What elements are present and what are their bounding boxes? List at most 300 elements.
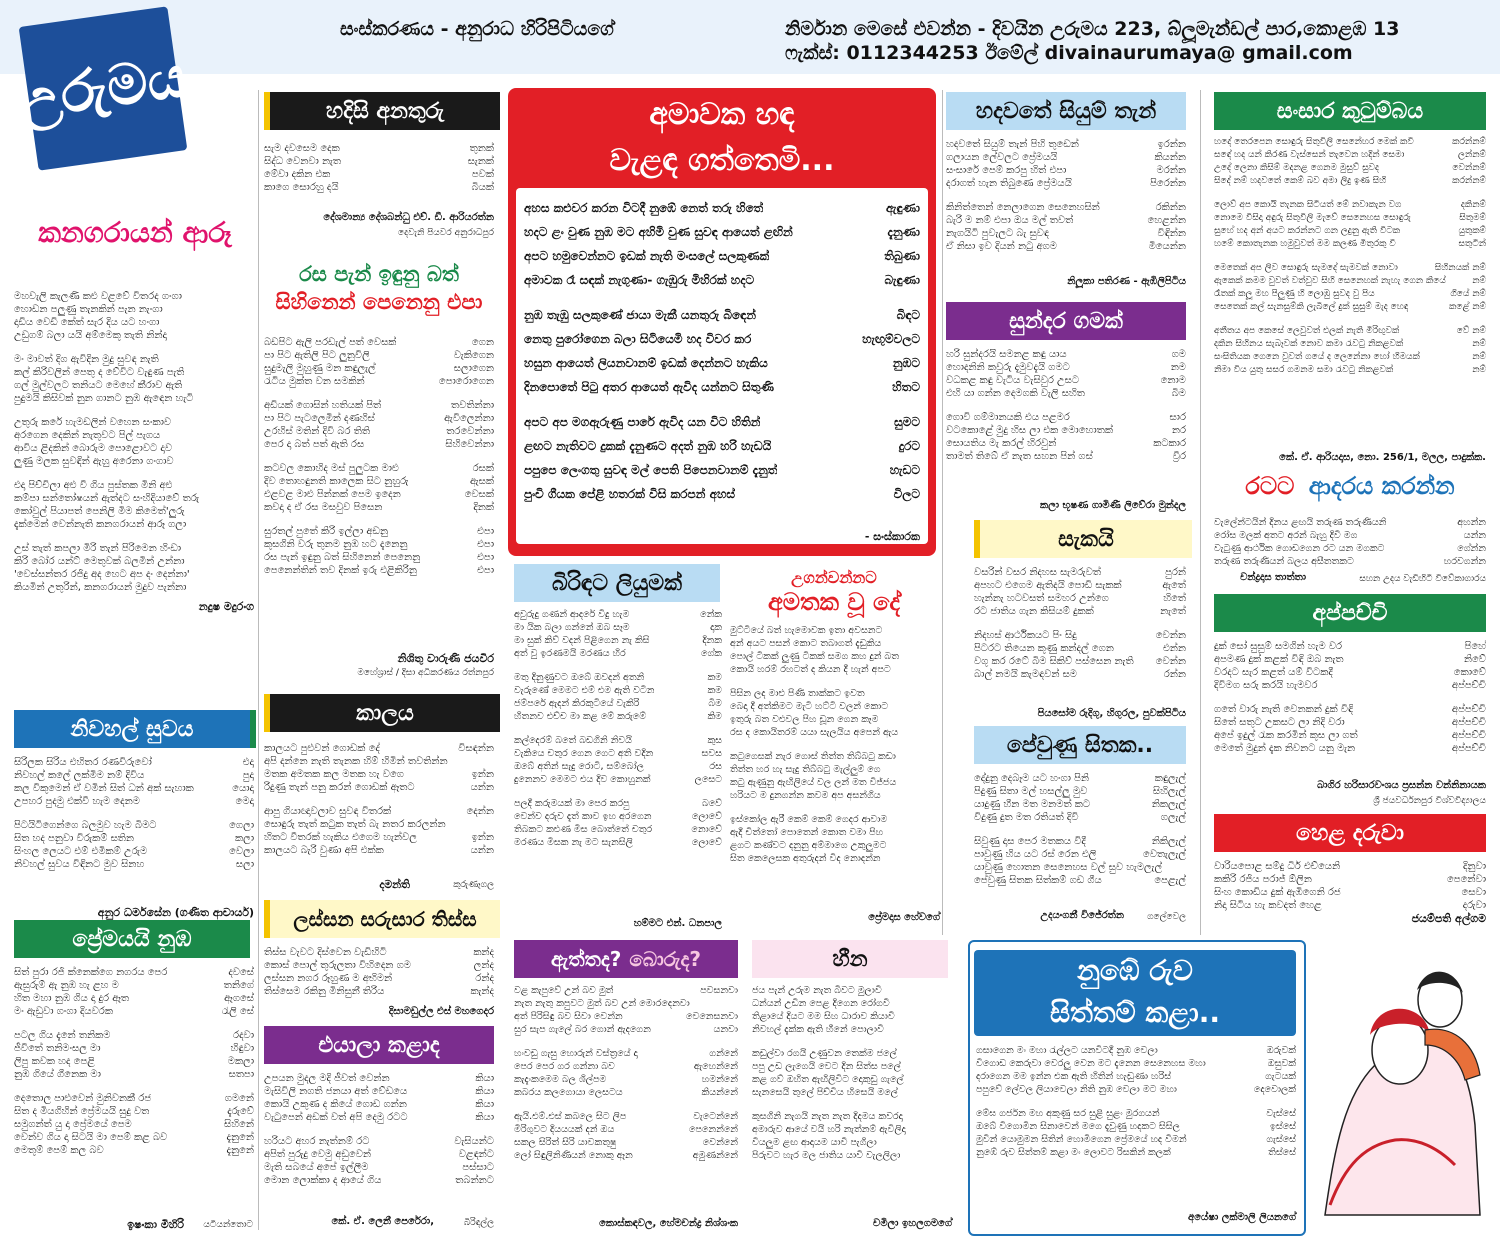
author-birindata: හම්මට එන්. ධනපාල	[633, 918, 722, 929]
line-end-word: කියන්නේ	[701, 1087, 738, 1098]
line-end-word: වෙතැලැල්	[1143, 849, 1186, 860]
poem-line	[752, 1023, 952, 1036]
line-text: හිත මහා නුඹ ගිය දා දුර ඈත	[14, 993, 129, 1004]
stanza-gap	[974, 618, 1186, 629]
line-end-word: තවතින්නා	[451, 400, 494, 411]
stanza-gap	[1214, 692, 1486, 703]
stanza-gap	[1214, 188, 1486, 199]
poem-line	[514, 1047, 738, 1060]
line-end-word: විඳින්න	[1157, 228, 1186, 239]
line-end-word: විලට	[893, 487, 920, 501]
poem-line	[14, 832, 254, 845]
line-end-word: නම්	[1472, 352, 1486, 362]
line-text: ඇයි.එම්.එස් කබලෙ සිට ලිප	[514, 1111, 627, 1122]
stanza-gap	[14, 808, 254, 819]
line-text: ඔබේ අතින් සැදු රොටි, සම්බෝල	[514, 761, 644, 772]
featured-poem-title	[508, 92, 936, 184]
line-text: පෙනෙන්තින් තව දිනක් ඉරු එළිකිරිනු	[264, 565, 417, 576]
line-text: හංවඩු ගැසු හොරුන් වස්ත්‍රයේ දා	[514, 1048, 638, 1059]
poem-line	[1214, 886, 1486, 899]
section-header-sansara: සංසාර කුටුම්බය	[1214, 92, 1486, 130]
poem-title-ugan-2: අමතක වූ දේ	[768, 588, 900, 616]
line-end-word: වෙලා	[229, 846, 254, 857]
line-text: කොයි හරම් රහටත් ද කියන දී හැන් අපට	[730, 664, 891, 675]
stanza-gap	[14, 468, 254, 479]
poem-line	[976, 1070, 1296, 1083]
line-end-word: තුනක්	[469, 143, 494, 154]
line-text: රෑතක් කලූ මහ පිලුණු හි ලොඹු සුවද වු පිය	[1214, 289, 1375, 299]
line-end-word: පෙනෙන්නේ	[689, 1124, 738, 1135]
poem-line	[264, 412, 494, 425]
line-text: නෙතු පුරෝගෙන බලා සිටියෙමි හද විවර කර	[524, 332, 752, 346]
line-end-word: කම	[707, 672, 722, 683]
poem-line	[974, 861, 1186, 874]
poem-line	[752, 1060, 952, 1073]
line-text: එදා පිච්චිලා අළු වී ගිය පුස්තක මිනි අළු	[14, 480, 173, 491]
stanza-gap	[264, 1124, 494, 1135]
line-text: තිළායේ දියට මම සිහ ධාරාව කියාවී	[752, 1011, 895, 1022]
line-text: ඒ නිසා ඉව දියන් නටු අගම	[946, 241, 1057, 252]
poem-line	[946, 177, 1186, 190]
line-text: මෙතුම් පෙම් කල බව	[14, 1145, 104, 1156]
poem-line	[264, 142, 494, 155]
line-end-word: ගේක	[701, 648, 722, 659]
line-text: හමේ කොතැනක හමුවුවත් මම කලණ මිතුරකු වී	[1214, 239, 1396, 249]
line-text: පපුවේ ලේවල ලියාවෙලා නිති නුඹ වෙලා මට මහා	[976, 1084, 1177, 1095]
line-end-word: නිකලැල්	[1151, 799, 1186, 810]
poem-sundara	[946, 348, 1186, 463]
line-end-word: සිහිලැල්	[1152, 786, 1186, 797]
line-end-word: රන්න	[1163, 669, 1186, 680]
line-text: රිදුණු තැන් පනු කරන් ගොඩක් ඈතට	[264, 782, 415, 793]
line-text: නුඹ ගියේ ගීනෙක මා	[14, 1069, 101, 1080]
line-end-word: යන්න	[470, 845, 494, 856]
line-text: පලදී කරුමයක් මා පෙර කරපු	[514, 798, 630, 809]
section-header-birindata: බිරිඳට ලියුමක්	[514, 564, 720, 602]
line-text: කිරි බෝර යන්ට් මෙතුවක් බලමින් උන්නා	[14, 556, 185, 567]
poem-line	[514, 734, 722, 747]
poem-line	[14, 769, 254, 782]
stanza-gap	[524, 292, 920, 303]
line-text: මා සුක් කිව් වදන් පිළිගෙන නැ කිසි	[514, 635, 650, 646]
line-text: කටවල කොහිද මස් පුලුටක මාළු	[264, 463, 399, 474]
line-text: ලොව් අප කොයි තැනක සිටියත් මේ නවාකැන වග	[1214, 200, 1402, 210]
line-text: නිදහස් ආර්ථිකයට පිං සිදු	[974, 630, 1077, 641]
author-sansara: කේ. ඒ. ආරියදාස, නො. 256/1, මලල, පාදුක්ක.	[1279, 452, 1486, 463]
line-text: දිවිමග සරු කරයි හැමවර	[1214, 680, 1318, 691]
line-text: හරි සුන්දරයි සමනළ කඳු යාය	[946, 349, 1067, 360]
line-text: වරදට සැර කළත් යම් විටකදී	[1214, 667, 1333, 678]
line-end-word: පවක්	[471, 169, 494, 180]
line-end-word: ගමනේ	[224, 1093, 254, 1104]
place-eyala: බිරිඳල්ල	[463, 1218, 494, 1228]
line-end-word: රදවා	[233, 1030, 254, 1041]
line-text: අවුරුදු ගණන් ආදරේ විදු හැම	[514, 609, 630, 620]
poem-line	[752, 1047, 952, 1060]
line-text: ළගට කණ්වට දනුනු අම්මාගෙ උකුලුමට	[730, 840, 887, 851]
line-text: ගතේ වාරු නැති වෙනකන් දුක් විඳි	[1214, 704, 1354, 715]
section-header-kalaya: කාලය	[264, 694, 500, 732]
poem-line	[752, 1149, 952, 1162]
line-text: කකිරි රජිය පරාජ් ඕලින	[1214, 874, 1312, 885]
line-text: සොයතිය මැ කරල් හිරවුන්	[946, 438, 1057, 449]
poem-line	[264, 375, 494, 388]
section-header-sakayi: සැකයි	[974, 520, 1192, 558]
poem-line	[974, 874, 1186, 887]
poem-line	[974, 798, 1186, 811]
poem-title-ratata	[1214, 472, 1486, 500]
stanza-gap	[514, 786, 722, 797]
poem-line	[974, 629, 1186, 642]
line-text: එහි යා ගන්න දෙමගකි වැලි සහිත	[946, 388, 1085, 399]
poem-line	[264, 538, 494, 551]
line-end-word: එපා	[477, 526, 494, 537]
poem-line	[524, 458, 920, 482]
poem-hadawathe	[946, 138, 1186, 253]
poem-line	[976, 1146, 1296, 1159]
line-end-word: හෙළන්න	[1147, 215, 1186, 226]
poem-line	[14, 303, 254, 316]
line-text: විදුණු දුත මත රතියත් දිවි	[974, 812, 1079, 823]
line-end-word: කියන්න	[1154, 152, 1186, 163]
line-end-word: කොවේ	[1453, 667, 1486, 678]
poem-line	[1214, 288, 1486, 301]
line-text: මොන ලොක්කා ද ආයේ ගිය	[264, 1175, 382, 1186]
poem-line	[730, 700, 940, 713]
line-text: සිරිලක සිරිය එහිතර රණවිරුවෝ	[14, 757, 152, 768]
line-text: සිත හද පනුවා විරුකම් සතින	[14, 833, 134, 844]
poem-line	[730, 687, 940, 700]
line-text: මං ඇඩුවා ගංගා දියවරක	[14, 1006, 113, 1017]
poem-line	[264, 959, 494, 972]
line-text: සිදේ නම් හදවතේ කෙම් බව අමා ලිදු ඉණ සිහි	[1214, 176, 1387, 186]
line-end-word: සැනක්	[467, 156, 494, 167]
line-end-word: ඉස්සේ	[1269, 1121, 1296, 1132]
line-text: උදේ ලෙනා කිසිම් මදනළ ගෙනම මුසුව් සුවද	[1214, 163, 1380, 173]
poem-line	[514, 634, 722, 647]
poem-line	[14, 992, 254, 1005]
poem-line	[14, 581, 254, 594]
line-text: මෙතේ මුදුන් දැක නිවනට යනු මැන	[1214, 743, 1356, 754]
line-end-word: අප්පච්චි	[1451, 717, 1486, 728]
line-text: හරියට අහර නැත්නම් රට	[264, 1136, 370, 1147]
poem-kanagarayan	[14, 290, 254, 594]
line-text: මරණය මිසක නැ මට සැනසිලි	[514, 837, 633, 848]
line-end-word: සිහිවෙන්නා	[445, 439, 494, 450]
line-end-word: මියෙන්න	[1148, 241, 1186, 252]
line-end-word: සෙවා	[1461, 887, 1486, 898]
author-rasa-pan: නිශිතු වාරුණි ජයවීර	[397, 652, 494, 665]
line-text: දැක්මෙන් වෙන්නැති කනගරායන් ආරූ ගලා	[14, 519, 187, 530]
line-end-word: පෙනේවා	[1447, 874, 1486, 885]
line-end-word: පුරන්	[1165, 567, 1186, 578]
line-end-word: අප්පච්චි	[1451, 743, 1486, 754]
place-rasa-pan: මහේශ්‍රාස් / දිසා අධිකරණය රත්නපුර	[357, 668, 494, 678]
line-end-word: සතුටින්	[1458, 239, 1486, 249]
section-header-hadawathe: හදවතේ සියුම් තැන්	[946, 92, 1186, 130]
featured-poem-author: - සංස්කාරක	[864, 530, 920, 543]
line-text: පෙර පෙර ගර ගන්නා බව	[514, 1061, 615, 1072]
line-text: මැති සබයේ අපේ ඉල්ලීම	[264, 1162, 369, 1173]
line-text: කාලයට පුළුවන් ගොඩක් දේ	[264, 743, 380, 754]
line-text: සෙතෙක් කල් සැනසුම්කි ලැබිලේ දුක් සුසුම් මැද හෙඳ	[1214, 302, 1409, 312]
poem-line	[264, 462, 494, 475]
line-end-word: දරුවා	[1462, 900, 1486, 911]
line-end-word: අමුණන්නේ	[692, 1150, 738, 1161]
line-end-word: මරන්න	[1156, 165, 1186, 176]
line-text: පෙර දා බත් පත් ඇති රස	[264, 439, 365, 450]
line-text: හදට ළං වුණ නුඹ මට අහිමි වුණ සුවඳ ආයෙත් ළඟින්	[524, 225, 793, 239]
line-text: නිවහල් දැක්ක ඇති හීනේ පොලාවී	[752, 1024, 884, 1035]
line-end-word: වැසියන්ට	[454, 1136, 494, 1147]
author-ugan: ප්‍රේමදාස හේවගේ	[868, 912, 940, 923]
poem-line	[974, 835, 1186, 848]
line-text: මුට්ටියේ බත් හැමොවක ඉතා අවසනට	[730, 625, 883, 636]
poem-line	[524, 268, 920, 292]
line-text: මෙතෙක් අප ලිව සොඳුරු සැමදේ සැමවක් නොවා	[1214, 263, 1398, 273]
line-text: විගොඩ කෙරුවා වෙරලු වෙන මට දැනෙන සෙනෙහස මහා	[976, 1058, 1206, 1069]
line-text: හදවතේ සියුම් තැන් පිහි තුඩෙන්	[946, 139, 1079, 150]
line-end-word: පස්සාට	[462, 1162, 494, 1173]
line-end-word: නම්	[1472, 339, 1486, 349]
stanza-gap	[1214, 251, 1486, 262]
stanza-gap	[730, 802, 940, 813]
line-text: හසුන ආයෙත් ලියනවානම් ඉඩක් දෙන්නට හැකිය	[524, 356, 768, 370]
poem-line	[264, 349, 494, 362]
line-end-word: විසඳන්න	[458, 743, 494, 754]
line-text: හිතට වීතරක් හැකිය එගෙම හැන්වල	[264, 832, 417, 843]
line-text: නිවහල් කලේ ලක්මිම නම් දිවිය	[14, 770, 145, 781]
author-hadisi: දේශමාන්‍ය දේශබන්ධු එච්. ඩී. ආරියරත්න	[323, 212, 494, 223]
ratata-word: රටට	[1245, 472, 1295, 500]
adaraya-words: ආදරය කරන්න	[1308, 472, 1455, 500]
poem-ratata	[1214, 516, 1486, 568]
poem-line	[14, 455, 254, 468]
poem-line	[1214, 873, 1486, 886]
line-text: වැලේන්ටයින් දිනය ළඟයි තරුණ තරුණියනි	[1214, 517, 1387, 528]
line-end-word: දිනක	[702, 635, 722, 646]
line-text: රට ජාතිය ගැන කිසියම් දුකක්	[974, 606, 1094, 617]
line-end-word: යොදා	[232, 783, 254, 794]
line-end-word: මකලා	[227, 1056, 254, 1067]
poem-premayayi	[14, 966, 254, 1157]
poem-kalaya	[264, 742, 494, 857]
line-text: කොයි උකුණ ද කියේ ගොඩ ගන්න	[264, 1099, 407, 1110]
line-text: අපි දන්නෙ නැති තැනක හිම් හිමින් තවතින්න	[264, 756, 448, 767]
poem-line	[1214, 225, 1486, 238]
stanza-gap	[976, 1096, 1296, 1107]
line-end-word: ඔරුවක්	[1266, 1045, 1296, 1056]
line-text: සිවුණු දාස පෙර මතකය විදී	[974, 836, 1086, 847]
poem-line	[730, 637, 940, 650]
poem-line	[730, 650, 940, 663]
line-end-word: ඉරන්න	[1157, 139, 1186, 150]
poem-line	[14, 1118, 254, 1131]
line-end-word: ඈගසේ	[224, 993, 254, 1004]
line-text: සැනසෙයි තුලේ පිච්චිය හිසෙයි මලේ	[752, 1087, 898, 1098]
line-text: සුරතල් පුතේ කිරි ඉල්ලා අඩනු	[264, 526, 389, 537]
line-end-word: එදා	[242, 757, 254, 768]
stanza-gap	[974, 824, 1186, 835]
line-end-word: යුතුකම්	[1458, 226, 1486, 236]
poem-line	[264, 805, 494, 818]
poem-line	[14, 1068, 254, 1081]
line-text: මා යික බලා ගන්නේ ඔබ සෑම	[514, 622, 630, 633]
line-end-word: වළඳන්ට	[458, 1149, 494, 1160]
line-text: කෝවුල් පියාපත් පෙනිලි මිම කිමෙත්'ලුරු	[14, 506, 185, 517]
line-end-word: ගම	[1171, 349, 1186, 360]
poem-line	[14, 845, 254, 858]
line-text: සුදුමැලි මුහුණු මන කඳුලැල්	[264, 363, 376, 374]
poem-line	[1214, 716, 1486, 729]
poem-line	[946, 450, 1186, 463]
editor-credit: සංස්කරණය - අනුරාධ හිරිපිටියගේ	[340, 18, 614, 40]
poem-title-rasa-pan: රස පැන් ඉඳුනු බත්	[299, 262, 459, 286]
line-end-word: හරවගන්න	[1443, 556, 1486, 567]
poem-rasa-pan	[264, 336, 494, 577]
line-end-word: රස	[709, 761, 722, 772]
poem-line	[264, 425, 494, 438]
poem-line	[946, 361, 1186, 374]
poem-title-kanagarayan: කනගරායන් ආරූ	[38, 216, 232, 249]
poem-line	[974, 566, 1186, 579]
line-text: කළ ගව් ඔහිත ඇඟිලිවිට දොකුඩු ගැලේ	[752, 1074, 904, 1085]
poem-line	[264, 475, 494, 488]
line-text: නුඹ තැඹු සලකුණේ ජායා මැකී යනතුරු බිඳෙන්	[524, 308, 756, 322]
poem-line	[14, 479, 254, 492]
line-text: දරාගෙන මම ඉන්න එක ඇති හිතින් හැඬුණා හරිස්	[976, 1071, 1172, 1082]
line-end-word: පිහේ	[1464, 641, 1486, 652]
poem-line	[264, 1148, 494, 1161]
line-text: උරහිස් මතින් දිවි බර තිති	[264, 426, 370, 437]
poem-line	[14, 979, 254, 992]
poem-line	[14, 1131, 254, 1144]
author-premayayi: ඉෂංකා මිහිරි	[127, 1218, 184, 1231]
poem-line	[946, 138, 1186, 151]
line-end-word: නම්	[1472, 276, 1486, 286]
line-text: පපුපෙ ලෙංගතු සුවඳ මල් පෙති පිපෙනවානම් දැනුත්	[524, 463, 778, 477]
poem-aththada	[514, 984, 738, 1162]
poem-line	[14, 782, 254, 795]
poem-line	[14, 366, 254, 379]
line-end-word: ලන්ද	[473, 960, 494, 971]
poem-line	[264, 972, 494, 985]
poem-line	[514, 997, 738, 1010]
author-eyala: කේ. ඒ. ලෙනී පෙරේරා,	[331, 1216, 434, 1227]
poem-line	[752, 1086, 952, 1099]
line-text: අපිත් පුරුදු වෙමු අඩුවෙන්	[264, 1149, 372, 1160]
line-end-word: තිස්සේ	[1268, 1147, 1296, 1158]
poem-line	[514, 710, 722, 723]
line-text: බඩපිට ඇලි පරඩැල් පත් වෙසක්	[264, 337, 397, 348]
line-text: ඇදී චිත්තෝ පොතෙන් කොත වමා පිහ	[730, 827, 884, 838]
place-appachchi: ශ්‍රී ජයවර්ධනපුර විශ්වවිද්‍යාලය	[1373, 796, 1486, 806]
line-text: හිතනව එච්ච මා කළ මේ කරුමේ	[514, 711, 647, 722]
author-sundara: කලා භූෂණ ගාමිණී ලිවේරා මුන්දල	[1039, 500, 1186, 511]
line-text: මතු දිනුණුවට ඔබේ ඔවදන් අතනි	[514, 672, 645, 683]
line-text: කුසගිනි නැගයි නැත නැත දිදමය කවරදා	[752, 1111, 903, 1122]
line-end-word: ගන්නේ	[709, 1048, 738, 1059]
line-end-word: කැන්ද	[470, 986, 494, 997]
line-text: කම්පා සන්තෝෂයන් ඇත්දට සංහිදියාවේ තරු	[14, 493, 200, 504]
poem-line	[264, 768, 494, 781]
line-text: මුවින් යොමුමන සිතින් හොමිගෙන ප්‍රේමයේ හද වීමන්	[976, 1134, 1187, 1145]
poem-line	[264, 1111, 494, 1124]
section-header-niwahal: නිවහල් සුවය	[14, 710, 256, 748]
line-end-word: කළේ නම්	[1449, 302, 1486, 312]
author-kalaya: දමන්ති	[379, 878, 410, 891]
poem-line	[1214, 899, 1486, 912]
poem-appachchi	[1214, 640, 1486, 755]
bottom-title-line2: සිත්තම් කළා..	[1049, 996, 1221, 1029]
line-text: මිරිගුවට දියයයක් දන් ඔය	[514, 1124, 615, 1135]
line-text: තරුණ තරුණියන් බලය අසීතතකට	[1214, 556, 1354, 567]
stanza-gap	[264, 794, 494, 805]
poem-line	[524, 351, 920, 375]
line-end-word: දවසේ	[228, 967, 254, 978]
poem-line	[14, 1005, 254, 1018]
column-divider	[258, 90, 259, 1230]
poem-line	[974, 772, 1186, 785]
poem-line	[14, 819, 254, 832]
line-text: අපට හමුවෙන්නට ඉඩක් නැති මංසලේ සලකුණක්	[524, 249, 770, 263]
line-end-word: කම	[707, 685, 722, 696]
line-text: නොමෙ විසිදා අඳුරු සිතුවිලි මැවේ සෙනෙහස සොඳුරු	[1214, 213, 1411, 223]
author-hadawathe: නිලූකා පතිරණ - ඇඹිලිපිටිය	[1067, 276, 1186, 287]
aththada-label: ඇත්තද?	[550, 947, 622, 971]
poem-birindata	[514, 608, 722, 849]
line-text: දිව තොහඳුනති කාලෙක සිට නුහුරු	[264, 476, 409, 487]
poem-line	[730, 826, 940, 839]
poem-line	[264, 399, 494, 412]
line-end-word: සුමට	[894, 415, 920, 429]
poem-line	[264, 818, 494, 831]
line-text: අන් අයට පසන් කොට තබාගත් දැඩුකිය	[730, 638, 882, 649]
poem-line	[14, 1092, 254, 1105]
poem-line	[514, 810, 722, 823]
line-end-word: ඇඳුණා	[886, 201, 920, 215]
line-text: වැටුණු ආර්ථික ගොඩගෙන රට යන මගකට	[1214, 543, 1385, 554]
poem-line	[514, 836, 722, 849]
submission-address: නිර්මාන මෙසේ එවන්න - දිවයින උරුමය 223, බ්ලූමැන්ඩල් පාර,කොළඹ 13	[785, 18, 1400, 40]
line-text: කටු ඇණුනු ඇඟිලියේ වල ලන් මත විජ්ජය	[730, 777, 897, 788]
poem-line	[524, 327, 920, 351]
line-end-word: කන්ද	[473, 947, 494, 958]
line-end-word: දිනුවා	[1462, 861, 1486, 872]
author-hela: ජයම්පති අල්ගම	[1411, 912, 1486, 925]
poem-line	[1214, 136, 1486, 149]
section-header-heena: හීන	[752, 940, 948, 978]
line-end-word: ගේන්න	[1457, 543, 1486, 554]
author-kanagarayan: නදුෂ මදුරංග	[198, 600, 254, 613]
line-text: වැකියෙ චතුර ගෙන ගෙට අති වදින	[514, 748, 654, 759]
poem-line	[514, 1010, 738, 1023]
line-text: ඉස්කෝල ඇරී කෙම් කෙම් ගෙදර ආවාම	[730, 814, 888, 825]
line-text: නිදා සිටිය හැ කවදත් හෙළ	[1214, 900, 1322, 911]
line-end-word: යන්න	[470, 782, 494, 793]
poem-sakayi	[974, 566, 1186, 681]
stanza-gap	[14, 342, 254, 353]
line-end-word: ගෙලා	[229, 820, 254, 831]
line-text: පාවුණු හිය යට රස් රෙන එලි	[974, 849, 1097, 860]
line-text: වියලුම ළඟ ආදායම යාවී පැගිලා	[752, 1137, 877, 1148]
poem-line	[1214, 301, 1486, 314]
line-end-word: හැඟුම්වලට	[862, 332, 920, 346]
poem-line	[14, 542, 254, 555]
line-end-word: නම	[1170, 362, 1186, 373]
line-text: අපේ ඉදුල් රැක කරමින් කුස ලා ගත්	[1214, 730, 1358, 741]
line-end-word: එපා	[477, 552, 494, 563]
